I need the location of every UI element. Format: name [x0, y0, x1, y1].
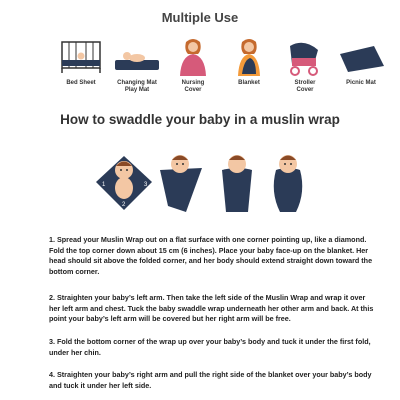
use-stroller-cover — [280, 36, 330, 98]
baby-partly-wrapped-icon — [156, 148, 212, 218]
use-label: Changing Mat Play Mat — [117, 80, 157, 93]
use-picnic-mat — [336, 36, 386, 98]
swaddle-step-1 — [96, 148, 152, 218]
use-label: Stroller Cover — [294, 80, 316, 93]
picnic-mat-icon — [336, 36, 386, 76]
crib-icon — [56, 36, 106, 76]
use-bed-sheet — [56, 36, 106, 98]
instruction-step-3: 3. Fold the bottom corner of the wrap up over your baby’s body and tuck it under the first fold, under her chin. — [49, 337, 371, 357]
step-number: 2 — [122, 202, 126, 208]
baby-on-blanket-icon — [96, 148, 156, 218]
stroller-icon — [280, 36, 330, 78]
use-label: Picnic Mat — [346, 80, 376, 86]
use-label: Blanket — [238, 80, 260, 86]
instruction-step-4: 4. Straighten your baby’s right arm and pull the right side of the blanket over your baby’s body and tuck it under her left side. — [49, 370, 372, 390]
use-blanket — [224, 36, 274, 98]
swaddle-step-4 — [262, 148, 318, 218]
swaddle-step-3 — [212, 148, 268, 218]
use-nursing-cover — [168, 36, 218, 98]
blanket-icon — [224, 36, 274, 78]
nursing-cover-icon — [168, 36, 218, 78]
step-number: 1 — [102, 182, 106, 188]
swaddle-heading: How to swaddle your baby in a muslin wrap — [60, 112, 340, 127]
swaddle-step-2 — [156, 148, 212, 218]
use-label: Nursing Cover — [181, 80, 205, 93]
baby-fully-swaddled-icon — [262, 148, 312, 218]
use-changing-mat — [112, 36, 162, 98]
swaddle-steps-illustration — [96, 148, 310, 218]
changing-mat-icon — [112, 36, 162, 76]
instruction-step-2: 2. Straighten your baby’s left arm. Then take the left side of the Muslin Wrap and wrap it over her left arm and chest. Tuck the baby swaddle wrap underneath her other arm and back. At this point your baby’s left arm will be covered but her right arm will be free. — [49, 293, 374, 324]
instruction-step-1: 1. Spread your Muslin Wrap out on a flat surface with one corner pointing up, like a diamond. Fold the top corner down about 15 cm (6 inches). Place your baby face-up on the blanket. Her head should sit above the folded corner, and her body should extend straight down toward the bottom corner. — [49, 235, 373, 276]
uses-row — [56, 36, 376, 98]
step-number: 3 — [144, 182, 148, 188]
baby-wrapped-icon — [212, 148, 262, 218]
multiple-use-heading: Multiple Use — [161, 10, 239, 25]
use-label: Bed Sheet — [66, 80, 96, 86]
